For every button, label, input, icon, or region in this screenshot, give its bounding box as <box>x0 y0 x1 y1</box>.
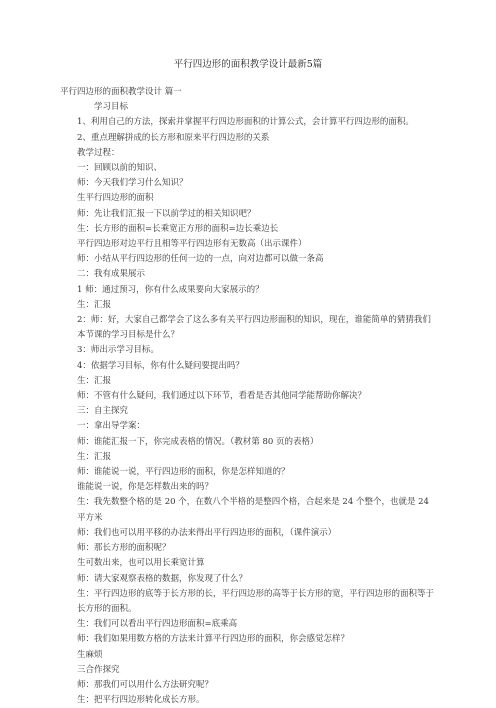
paragraph-line: 2：师：好，大家自己都学会了这么多有关平行四边形面积的知识，现在，谁能简单的猜猜我们本节课的学习目标是什么？ <box>77 315 431 341</box>
paragraph-line: 师：我们如果用数方格的方法来计算平行四边形的面积，你会感觉怎样？ <box>77 634 350 645</box>
paragraph-line: 师：谁能说一说，平行四边形的面积，你是怎样知道的？ <box>77 467 290 478</box>
paragraph-line: 一：拿出导学案： <box>77 421 146 432</box>
paragraph-line: 生平行四边形的面积 <box>77 193 154 204</box>
document-body <box>60 85 438 708</box>
paragraph-line: 师：先让我们汇报一下以前学过的相关知识吧？ <box>77 208 256 219</box>
paragraph-line: 平行四边形对边平行且相等平行四边形有无数高（出示课件） <box>77 239 307 250</box>
paragraph-line: 平行四边形的面积教学设计 篇一 <box>60 87 182 97</box>
paragraph-line: 谁能说一说，你是怎样数出来的吗？ <box>77 482 214 493</box>
paragraph-line: 生：把平行四边形转化成长方形。 <box>77 695 205 706</box>
paragraph-line: 生：汇报 <box>77 299 112 310</box>
paragraph-line: 二：我有成果展示 <box>77 269 146 280</box>
paragraph-line: 师：那我们可以用什么方法研究呢？ <box>77 679 214 690</box>
paragraph-line: 生：我先数整个格的是 20 个，在数八个半格的是整四个格，合起来是 24 个整个，也就是 24 平方米 <box>77 497 429 523</box>
document-title: 平行四边形的面积教学设计最新5篇 <box>173 59 323 70</box>
paragraph-line: 1、利用自己的方法，探索并掌握平行四边形面积的计算公式，会计算平行四边形的面积。 <box>77 117 414 128</box>
paragraph-line: 学习目标 <box>94 102 129 113</box>
paragraph-line: 1 师：通过预习，你有什么成果要向大家展示的？ <box>77 284 264 295</box>
paragraph-line: 2、重点理解拼成的长方形和原来平行四边形的关系 <box>77 132 270 143</box>
paragraph-line: 3：师出示学习目标。 <box>77 345 159 356</box>
paragraph-line: 师：今天我们学习什么知识？ <box>77 178 188 189</box>
paragraph-line: 师：小结从平行四边形的任何一边的一点，向对边都可以做一条高 <box>77 254 324 265</box>
paragraph-line: 生：汇报 <box>77 451 112 462</box>
paragraph-line: 三合作探究 <box>77 664 120 675</box>
paragraph-line: 师：不管有什么疑问，我们通过以下环节，看看是否其他同学能帮助你解决？ <box>77 391 367 402</box>
paragraph-line: 生麻烦 <box>77 649 103 660</box>
paragraph-line: 师：请大家观察表格的数据，你发现了什么？ <box>77 573 248 584</box>
paragraph-line: 师：我们也可以用平移的办法来得出平行四边形的面积，（课件演示） <box>77 527 337 538</box>
paragraph-line: 教学过程： <box>77 147 120 158</box>
paragraph-line: 生：长方形的面积=长乘宽正方形的面积=边长乘边长 <box>77 223 279 234</box>
paragraph-line: 生：平行四边形的底等于长方形的长，平行四边形的高等于长方形的宽，平行四边形的面积等于长方形的面积。 <box>77 588 435 614</box>
paragraph-line: 师：那长方形的面积呢？ <box>77 543 171 554</box>
paragraph-line: 4：依据学习目标，你有什么疑问要提出吗？ <box>77 360 244 371</box>
paragraph-line: 生可数出来，也可以用长乘宽计算 <box>77 558 205 569</box>
paragraph-line: 生：我们可以看出平行四边形面积=底乘高 <box>77 619 238 630</box>
paragraph-line: 三：自主探究 <box>77 406 129 417</box>
paragraph-line: 一：回顾以前的知识、 <box>77 163 163 174</box>
paragraph-line: 生：汇报 <box>77 375 112 386</box>
paragraph-line: 师：谁能汇报一下，你完成表格的情况。（教材第 80 页的表格） <box>77 436 319 447</box>
